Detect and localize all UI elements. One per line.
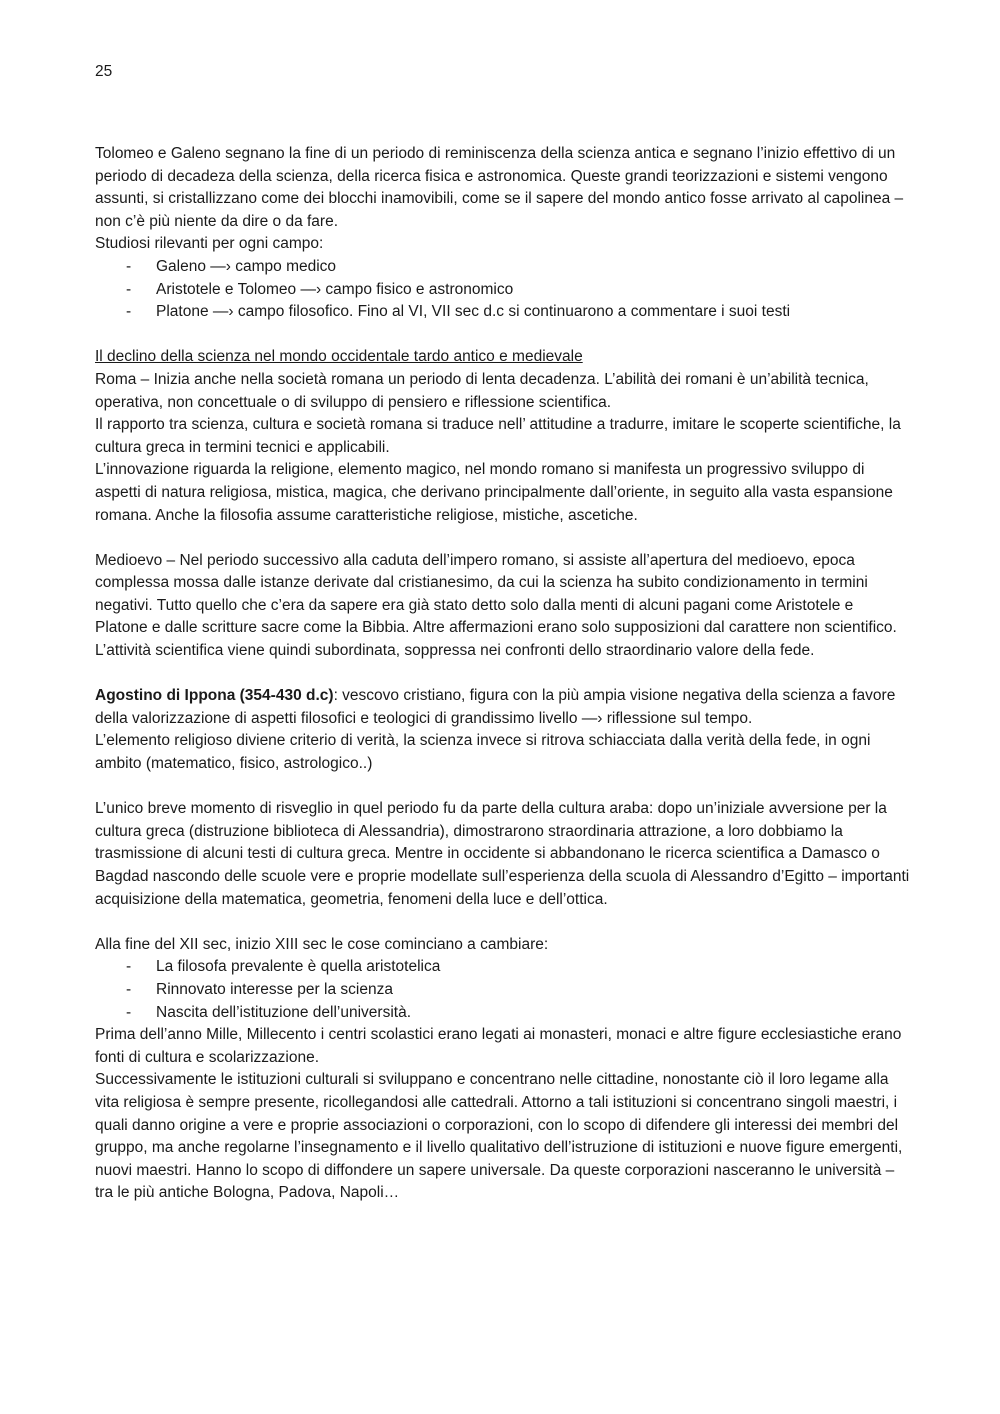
list-item-text: Platone —› campo filosofico. Fino al VI, VII sec d.c si continuarono a commentare i suoi testi — [156, 303, 791, 321]
arabi-paragraph: L’unico breve momento di risveglio in quel periodo fu da parte della cultura araba: dopo un’iniziale avversione per la cultura greca (distruzione biblioteca di Alessandria), dimostrarono straordinaria attrazione, a loro dobbiamo la trasmissione di alcuni testi di cultura greca. Mentre in occidente si abbandonano le ricerca scientifica a Damasco o Bagdad nascondo delle scuole vere e proprie modellate sull’esperienza della scuola di Alessandro d’Egitto – importanti acquisizione della matematica, geometria, fenomeni della luce e dell’ottica. — [95, 800, 910, 908]
spacer — [95, 527, 910, 550]
list-item-text: Nascita dell’istituzione dell’università. — [156, 1003, 412, 1021]
agostino-text: : vescovo cristiano, figura con la più ampia visione negativa della scienza a favore della valorizzazione di aspetti filosofici e teologici di grandissimo livello —› riflessione sul tempo. — [95, 687, 896, 727]
list-item — [95, 956, 910, 979]
list-bullet: - — [126, 980, 132, 998]
scholars-intro: Studiosi rilevanti per ogni campo: — [95, 235, 324, 253]
agostino-paragraph — [95, 685, 910, 730]
roma-paragraph: Roma – Inizia anche nella società romana un periodo di lenta decadenza. L’abilità dei romani è un’abilità tecnica, operativa, non concettuale o di sviluppo di pensiero e riflessione scientifica. — [95, 370, 869, 411]
document-body — [95, 143, 910, 1205]
universities-paragraph: Successivamente le istituzioni culturali si sviluppano e concentrano nelle cittadine, nonostante ciò il loro legame alla vita religiosa è sempre presente, ricollegandosi alle cattedrali. Attorno a tali istituzioni si concentrano singoli maestri, i quali danno origine a vere e proprie associazioni o corporazioni, con lo scopo di difendere gli interessi dei membri del gruppo, ma anche regolarne l’insegnamento e il livello qualitativo dell’istruzione di istituzioni e nuove figure emergenti, nuovi maestri. Hanno lo scopo di diffondere un sapere universale. Da queste corporazioni nasceranno le università – tra le più antiche Bologna, Padova, Napoli… — [95, 1071, 903, 1202]
list-item-text: La filosofa prevalente è quella aristotelica — [156, 958, 441, 976]
section-heading: Il declino della scienza nel mondo occidentale tardo antico e medievale — [95, 348, 583, 366]
spacer — [95, 663, 910, 686]
spacer — [95, 911, 910, 934]
scholars-list — [95, 256, 910, 324]
list-item-text: Rinnovato interesse per la scienza — [156, 980, 393, 998]
medioevo-paragraph: Medioevo – Nel periodo successivo alla caduta dell’impero romano, si assiste all’apertura del medioevo, epoca complessa mossa dalle istanze derivate dal cristianesimo, da cui la scienza ha subito condizionamento in termini negativi. Tutto quello che c’era da sapere era già stato detto solo dalla menti di alcuni pagani come Aristotele e Platone e dalle scritture sacre come la Bibbia. Altre affermazioni erano solo supposizioni dal carattere non scientifico. L’attività scientifica viene quindi subordinata, soppressa nei confronti dello straordinario valore della fede. — [95, 551, 897, 660]
intro-paragraph: Tolomeo e Galeno segnano la fine di un periodo di reminiscenza della scienza antica e segnano l’inizio effettivo di un periodo di decadeza della scienza, della ricerca fisica e astronomica. Queste grandi teorizzazioni e sistemi vengono assunti, si cristallizzano come dei blocchi inamovibili, come se il sapere del mondo antico fosse arrivato al capolinea – non c’è più niente da dire o da fare. — [95, 145, 904, 230]
list-bullet: - — [126, 303, 132, 321]
roma-paragraph-3: L’innovazione riguarda la religione, elemento magico, nel mondo romano si manifesta un progressivo sviluppo di aspetti di natura religiosa, mistica, magica, che derivano principalmente dall’oriente, in seguito alla vasta espansione romana. Anche la filosofia assume caratteristiche religiose, mistiche, ascetiche. — [95, 461, 893, 524]
list-item — [95, 979, 910, 1002]
list-item-text: Aristotele e Tolomeo —› campo fisico e astronomico — [156, 280, 514, 298]
list-item — [95, 279, 910, 302]
list-bullet: - — [126, 958, 132, 976]
list-bullet: - — [126, 257, 132, 275]
xii-sec-intro: Alla fine del XII sec, inizio XIII sec le cose cominciano a cambiare: — [95, 935, 549, 953]
list-bullet: - — [126, 1003, 132, 1021]
agostino-name: Agostino di Ippona (354-430 d.c) — [95, 687, 334, 705]
list-item — [95, 301, 910, 324]
monasteries-paragraph: Prima dell’anno Mille, Millecento i centri scolastici erano legati ai monasteri, monaci e altre figure ecclesiastiche erano fonti di cultura e scolarizzazione. — [95, 1026, 902, 1066]
spacer — [95, 776, 910, 799]
list-item — [95, 256, 910, 279]
list-bullet: - — [126, 280, 132, 298]
spacer — [95, 324, 910, 347]
list-item — [95, 1002, 910, 1025]
changes-list — [95, 956, 910, 1024]
page-number: 25 — [95, 63, 113, 80]
roma-paragraph-2: Il rapporto tra scienza, cultura e società romana si traduce nell’ attitudine a tradurre, imitare le scoperte scientifiche, la cultura greca in termini tecnici e applicabili. — [95, 416, 901, 456]
list-item-text: Galeno —› campo medico — [156, 257, 337, 275]
agostino-paragraph-2: L’elemento religioso diviene criterio di verità, la scienza invece si ritrova schiacciata dalla verità della fede, in ogni ambito (matematico, fisico, astrologico..) — [95, 732, 871, 773]
